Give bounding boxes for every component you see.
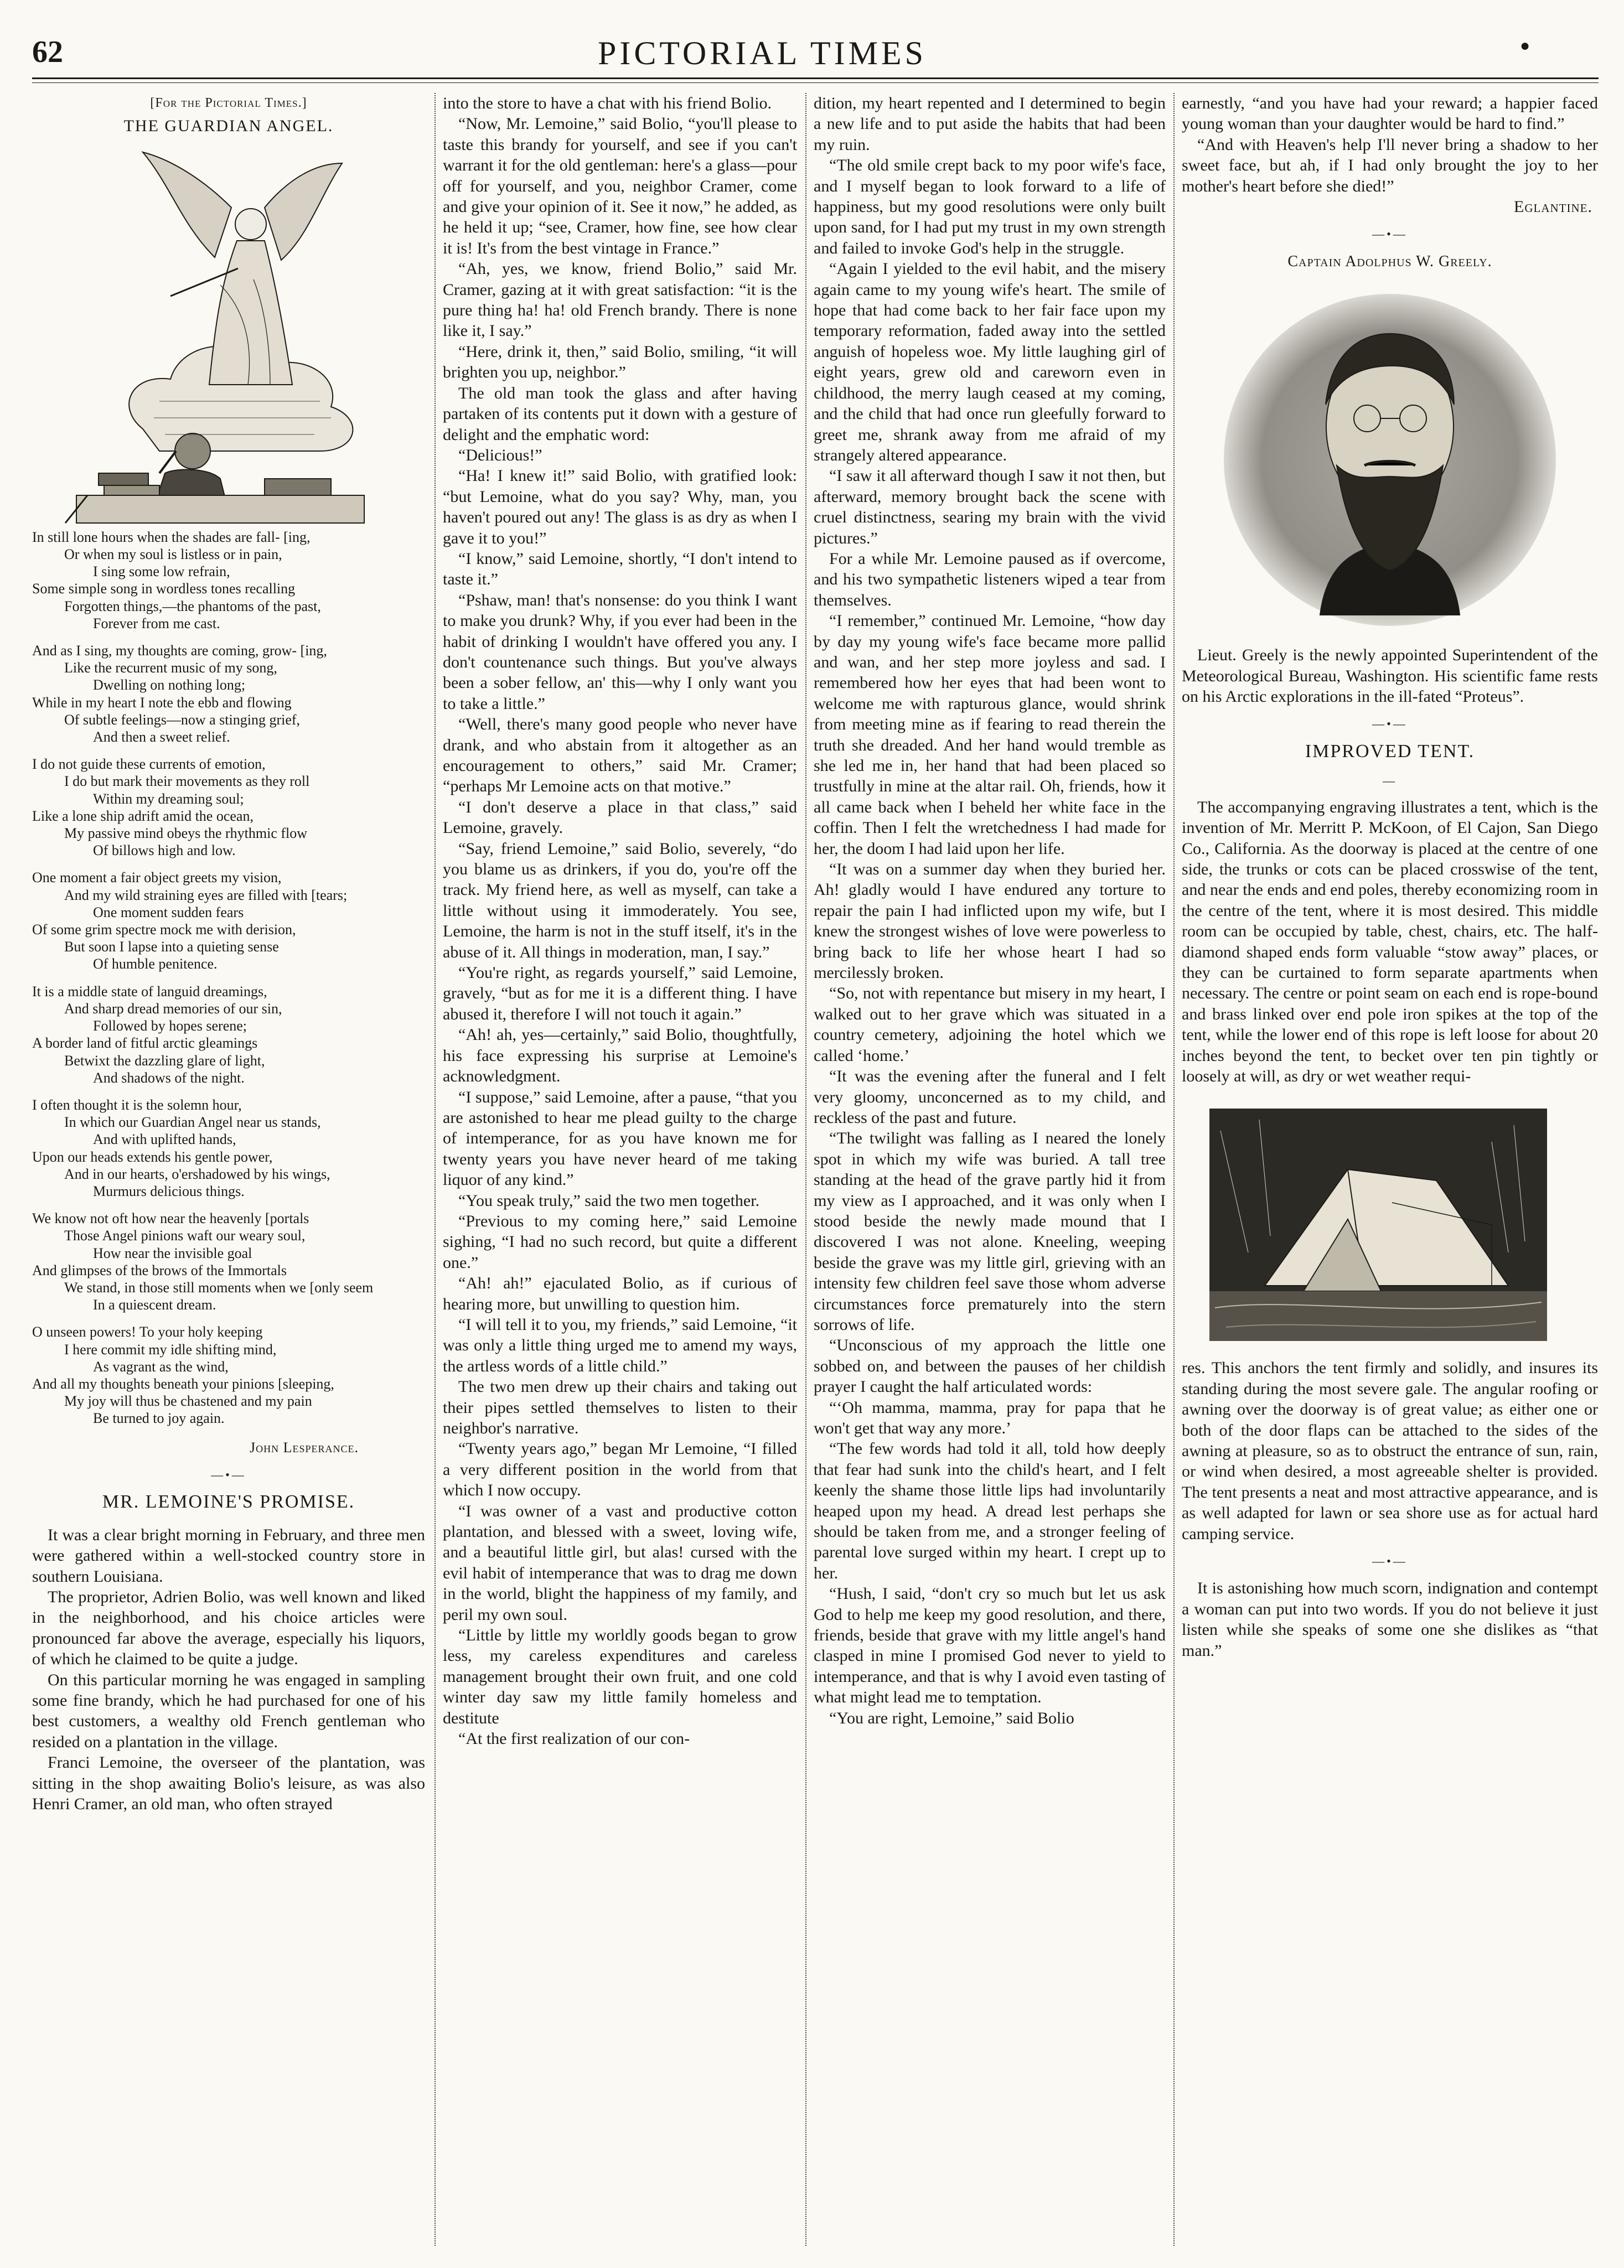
story-paragraph: “Hush, I said, “don't cry so much but let us ask God to help me keep my good resolution, and there, friends, beside that grave with my little angel's hand clasped in mine I promised God never to yield to intemperance, and that is why I avoid even tasting of what might lead me to temptation. [814,1585,1166,1707]
poem-line: Of subtle feelings—now a stinging grief, [64,711,301,728]
poem-body [32,529,425,1427]
poem-line: And all my thoughts beneath your pinions [sleeping, [32,1375,334,1392]
column-divider-1 [435,93,436,2246]
poem-stanza [32,755,425,859]
poem-line: Like a lone ship adrift amid the ocean, [32,807,254,824]
section-separator: —•— [1372,717,1408,731]
story-paragraph: “Ah! ah!” ejaculated Bolio, as if curious of hearing more, but unwilling to question him. [443,1274,797,1313]
story-paragraph: The proprietor, Adrien Bolio, was well known and liked in the neighborhood, and his choice articles were pronounced far above the average, especially his liquors, of which he claimed to be quite a judge. [32,1588,425,1669]
story-paragraph: “So, not with repentance but misery in my heart, I walked out to her grave which was situated in a country cemetery, adjoining the hotel which we called ‘home.’ [814,984,1166,1065]
poem-line: One moment a fair object greets my vision, [32,869,282,886]
story-opening [32,1525,425,1815]
story-paragraph: The two men drew up their chairs and taking out their pipes settled themselves to listen to their neighbor's narrative. [443,1378,797,1437]
poem-title: THE GUARDIAN ANGEL. [123,117,334,136]
story-paragraph: “The few words had told it all, told how deeply that fear had sunk into the child's heart, and I felt keenly the shame those little lips had involuntarily heaped upon my head. A dread lest perhaps she should be taken from me, and a stronger feeling of parental love surged within my heart. I crept up to her. [814,1439,1166,1582]
column-4 [1182,93,1598,2235]
poem-line: And as I sing, my thoughts are coming, grow- [ing, [32,643,327,659]
tent-paragraph-a: The accompanying engraving illustrates a tent, which is the invention of Mr. Merritt P. McKoon, of El Cajon, San Diego Co., California. As the doorway is placed at the centre of one side, the trunks or cots can be placed crosswise of the tent, and near the ends and end poles, thereby economizing room in the centre of the tent, where it is most desired. This middle room can be occupied by table, chest, chairs, etc. The half-diamond shaped ends form valuable “stow away” places, or they can be curtained to form separate apartments when necessary. The centre or point seam on each end is rope-bound and brass linked over end pole iron spikes at the top of the tent, while the lower end of this rope is left loose for about 20 inches beyond the tent, to becket over ten pin tightly or loosely at will, as dry or wet weather requi- [1182,798,1598,1085]
poem-line: Murmurs delicious things. [93,1183,245,1199]
tent-illustration [1182,1109,1598,1341]
source-note: [For the Pictorial Times.] [150,96,307,110]
story-title: MR. LEMOINE'S PROMISE. [102,1492,355,1513]
header-rule-bottom [32,82,1599,83]
poem-line: I do not guide these currents of emotion, [32,756,266,773]
poem-line: But soon I lapse into a quieting sense [64,939,279,955]
story-paragraph: “I don't deserve a place in that class,” said Lemoine, gravely. [443,798,797,837]
story-paragraph: earnestly, “and you have had your reward; a happier faced young woman than your daughter would be hard to find.” [1182,94,1598,133]
story-paragraph: “You speak truly,” said the two men together. [458,1191,760,1210]
section-separator: —•— [211,1467,246,1482]
story-continued-col2 [443,93,797,1749]
story-paragraph: “I remember,” continued Mr. Lemoine, “how day by day my young wife's face became more pallid and wan, and her step more joyless and sad. I remembered how her eyes that had been wont to welcome me with rapturous glance, would shrink from meeting mine as if fearing to read therein the truth she dreaded. And her hand would tremble as she led me in, her hand that had been placed so trustfully in mine at the altar rail. Oh, friends, how it all came back when I beheld her white face in the coffin. Then I felt the wretchedness I had made for her, the doom I had laid upon her life. [814,612,1166,858]
story-paragraph: “You're right, as regards yourself,” said Lemoine, gravely, “but as for me it is a different thing. I have abused it, therefore I will not touch it again.” [443,964,797,1023]
poem-line: Within my dreaming soul; [93,790,244,807]
story-paragraph: “Now, Mr. Lemoine,” said Bolio, “you'll please to taste this brandy for yourself, and see if you can't warrant it for the old gentleman: here's a glass—pour off for yourself, and you, neighbor Cramer, come and give your opinion of it. See it now,” he added, as he held it up; “see, Cramer, how fine, see how clear it is! It's from the best vintage in France.” [443,115,797,257]
poem-line: Betwixt the dazzling glare of light, [64,1052,265,1069]
poem-line: Of humble penitence. [93,956,218,972]
story-paragraph: For a while Mr. Lemoine paused as if overcome, and his two sympathetic listeners wiped a tear from themselves. [814,549,1166,609]
poem-line: Upon our heads extends his gentle power, [32,1148,273,1165]
poem-stanza [32,529,425,632]
poem-line: I here commit my idle shifting mind, [64,1341,277,1358]
poem-line: Dwelling on nothing long; [93,677,246,693]
story-conclusion [1182,93,1598,196]
story-paragraph: On this particular morning he was engaged in sampling some fine brandy, which he had purchased for one of his best customers, a wealthy old French gentleman who resided on a plantation in the village. [32,1670,425,1751]
guardian-angel-illustration [32,141,425,529]
poem-line: And with uplifted hands, [93,1131,236,1148]
story-paragraph: “Ah, yes, we know, friend Bolio,” said Mr. Cramer, gazing at it with great satisfaction: “it is the pure thing ha! ha! old French brandy. There is none like it, I say.” [443,260,797,340]
poem-line: How near the invisible goal [93,1245,252,1261]
story-paragraph: dition, my heart repented and I determined to begin a new life and to put aside the habits that had been my ruin. [814,94,1166,154]
poem-line: Forever from me cast. [93,615,220,631]
story-paragraph: Franci Lemoine, the overseer of the plantation, was sitting in the shop awaiting Bolio's leisure, as was also Henri Cramer, an old man, who often strayed [32,1753,425,1814]
poem-line: Forgotten things,—the phantoms of the past, [64,598,321,614]
poem-line: And then a sweet relief. [93,729,230,745]
poem-line: And glimpses of the brows of the Immortals [32,1262,287,1278]
story-paragraph: It was a clear bright morning in February, and three men were gathered within a well-stocked country store in southern Louisiana. [32,1525,425,1586]
column-divider-2 [805,93,806,2246]
poem-line: I sing some low refrain, [93,563,230,580]
masthead-ornament: ● [1520,37,1530,55]
story-paragraph: “Little by little my worldly goods began to grow less, my careless expenditures and careless management brought their own fruit, and one cold winter day saw my little family homeless and destitute [443,1626,797,1727]
story-paragraph: “It was on a summer day when they buried her. Ah! gladly would I have endured any torture to repair the pain I had inflicted upon my wife, but I knew the strongest wishes of love were powerless to bring back to life her whose heart I had so mercilessly broken. [814,860,1166,982]
story-paragraph: The old man took the glass and after having partaken of its contents put it down with a gesture of delight and the emphatic word: [443,384,797,444]
poem-stanza [32,1210,425,1313]
story-paragraph: “Pshaw, man! that's nonsense: do you think I want to make you drunk? Why, if you ever had been in the habit of drinking I wouldn't have offered you any. I don't countenance such things. But you've always been a sober fellow, an' this—why I only want you to take a little.” [443,591,797,713]
story-continued-col3 [814,93,1166,1728]
poem-line: In a quiescent dream. [93,1297,216,1313]
poem-line: And shadows of the night. [93,1069,245,1086]
poem-line: In still lone hours when the shades are fall- [ing, [32,529,311,545]
poem-line: Be turned to joy again. [93,1410,225,1427]
section-separator: —•— [1372,227,1408,241]
closing-paragraph: It is astonishing how much scorn, indignation and contempt a woman can put into two words. If you do not believe it just listen while she speaks of some one she dislikes as “that man.” [1182,1579,1598,1660]
section-separator: —•— [1372,1554,1408,1568]
story-paragraph: “The old smile crept back to my poor wife's face, and I myself began to look forward to a life of happiness, but my good resolutions were only built upon sand, for I had put my trust in my own strength and failed to invoke God's help in the struggle. [814,156,1166,257]
masthead-title: PICTORIAL TIMES [598,35,927,71]
story-paragraph: “I will tell it to you, my friends,” said Lemoine, “it was only a little thing urged me to amend my ways, the artless words of a little child.” [443,1315,797,1375]
poem-author: John Lesperance. [249,1439,359,1456]
story-paragraph: into the store to have a chat with his friend Bolio. [443,94,772,112]
poem-line: I do but mark their movements as they roll [64,773,310,790]
header-rule-top [32,77,1599,79]
story-paragraph: “Again I yielded to the evil habit, and the misery again came to my young wife's heart. The smile of hope that had come back to her fair face upon my temporary reformation, faded away into the settled anguish of hopeless woe. My little laughing girl of eight years, grew old and careworn even in childhood, the merry laugh ceased at my coming, and the child that had once run gleefully forward to greet me, shrank away from me afraid of my strangely altered appearance. [814,260,1166,464]
poem-line: We stand, in those still moments when we [only seem [64,1279,374,1296]
story-paragraph: “At the first realization of our con- [458,1730,690,1748]
tent-paragraph-b: res. This anchors the tent firmly and solidly, and insures its standing during the most severe gale. The angular roofing or awning over the doorway is of great value; as either one or both of the door flaps can be attached to the sides of the awning at pleasure, so as to obstruct the entrance of sun, rain, or wind when desired, a most agreeable shelter is provided. The tent presents a neat and most attractive appearance, and is as well adapted for lawn or sea shore use as for actual hard camping service. [1182,1359,1598,1543]
story-paragraph: “Here, drink it, then,” said Bolio, smiling, “it will brighten you up, neighbor.” [443,342,797,382]
poem-line: As vagrant as the wind, [93,1358,229,1375]
poem-line: It is a middle state of languid dreamings, [32,983,267,1000]
poem-line: Some simple song in wordless tones recalling [32,581,296,597]
story-paragraph: “I suppose,” said Lemoine, after a pause, “that you are astonished to hear me plead guilty to the charge of intemperance, for as you have known me for twenty years you have never heard of me taking liquor of any kind.” [443,1088,797,1189]
story-paragraph: “It was the evening after the funeral and I felt very gloomy, unconcerned as to my child, and reckless of the past and future. [814,1067,1166,1127]
story-paragraph: “You are right, Lemoine,” said Bolio [829,1708,1074,1727]
poem-line: Or when my soul is listless or in pain, [64,546,282,563]
poem-line: My passive mind obeys the rhythmic flow [64,825,308,842]
portrait-description: Lieut. Greely is the newly appointed Superintendent of the Meteorological Bureau, Washington. His scientific fame rests on his Arctic explorations in the ill-fated “Proteus”. [1182,646,1598,706]
story-author: Eglantine. [1514,198,1592,216]
story-paragraph: “I was owner of a vast and productive cotton plantation, and blessed with a sweet, loving wife, and a beautiful little girl, but alas! cursed with the evil habit of intemperance that was to drag me down in the world, blight the happiness of my family, and peril my own soul. [443,1501,797,1624]
poem-line: Of some grim spectre mock me with derision, [32,921,296,938]
story-paragraph: “Twenty years ago,” began Mr Lemoine, “I filled a very different position in the world from that which I now occupy. [443,1439,797,1500]
page-number: 62 [32,35,63,69]
poem-line: O unseen powers! To your holy keeping [32,1324,263,1340]
poem-line: Those Angel pinions waft our weary soul, [64,1228,306,1244]
poem-line: Of billows high and low. [93,842,236,859]
angel-engraving-image [32,141,425,529]
poem-line: One moment sudden fears [93,904,244,920]
poem-line: And in our hearts, o'ershadowed by his wings, [64,1166,330,1182]
poem-line: We know not oft how near the heavenly [portals [32,1210,309,1227]
poem-line: Followed by hopes serene; [93,1018,247,1034]
story-paragraph: “Well, there's many good people who never have drank, and who abstain from it altogether as an encouragement to others,” said Mr. Cramer; “perhaps Mr Lemoine acts on that motive.” [443,715,797,796]
poem-line: And my wild straining eyes are filled with [tears; [64,887,348,903]
story-paragraph: “The twilight was falling as I neared the lonely spot in which my wife was buried. A tall tree standing at the head of the grave partly hid it from my view as I approached, and it was only when I stood beside the newly made mound that I discovered I was not alone. Kneeling, weeping beside the grave was my little girl, grieving with an intensity few children feel save those whom adverse circumstances force prematurely into the stern sorrows of life. [814,1129,1166,1334]
poem-stanza [32,642,425,745]
title-dash: — [1383,774,1397,788]
story-paragraph: “I know,” said Lemoine, shortly, “I don't intend to taste it.” [443,549,797,589]
story-paragraph: “Ah! ah, yes—certainly,” said Bolio, thoughtfully, his face expressing his surprise at Lemoine's acknowledgment. [443,1026,797,1086]
poem-line: I often thought it is the solemn hour, [32,1096,242,1113]
story-paragraph: “And with Heaven's help I'll never bring a shadow to her sweet face, but ah, if I had only brought the joy to her mother's heart before she died!” [1182,135,1598,195]
story-paragraph: “‘Oh mamma, mamma, pray for papa that he won't get that way any more.’ [814,1398,1166,1437]
column-3 [814,93,1166,2235]
poem-line: And sharp dread memories of our sin, [64,1000,282,1017]
story-paragraph: “Ha! I knew it!” said Bolio, with gratified look: “but Lemoine, what do you say? Why, man, you haven't poured out any! The glass is as dry as when I gave it to you!” [443,467,797,547]
story-paragraph: “Unconscious of my approach the little one sobbed on, and between the pauses of her childish prayer I caught the half articulated words: [814,1336,1166,1396]
poem-line: In which our Guardian Angel near us stands, [64,1114,321,1131]
tent-title: IMPROVED TENT. [1305,741,1475,762]
tent-engraving-image [1182,1109,1598,1341]
poem-line: While in my heart I note the ebb and flowing [32,694,292,711]
poem-stanza [32,1096,425,1200]
story-paragraph: “Delicious!” [458,446,542,464]
poem-stanza [32,1323,425,1427]
portrait-caption: Captain Adolphus W. Greely. [1287,252,1492,270]
poem-stanza [32,869,425,972]
column-2 [443,93,797,2235]
story-paragraph: “I saw it all afterward though I saw it not then, but afterward, memory brought back the scene with cruel distinctness, searing my brain with the vivid pictures.” [814,467,1166,547]
greely-portrait-image [1182,283,1598,637]
poem-line: A border land of fitful arctic gleamings [32,1035,258,1052]
column-divider-3 [1173,93,1175,2246]
poem-stanza [32,983,425,1086]
poem-stanzas [32,529,425,1427]
story-paragraph: “Say, friend Lemoine,” said Bolio, severely, “do you blame us as drinkers, if you do, you're off the track. My friend here, as well as myself, can take a little without using it immoderately. You see, Lemoine, the harm is not in the stuff itself, it's in the abuse of it. All things in moderation, man, I say.” [443,839,797,961]
story-paragraph: “Previous to my coming here,” said Lemoine sighing, “I had no such record, but quite a different one.” [443,1211,797,1272]
greely-portrait [1182,283,1598,637]
poem-line: Like the recurrent music of my song, [64,660,277,676]
column-1 [32,93,425,2235]
poem-line: My joy will thus be chastened and my pain [64,1393,312,1410]
